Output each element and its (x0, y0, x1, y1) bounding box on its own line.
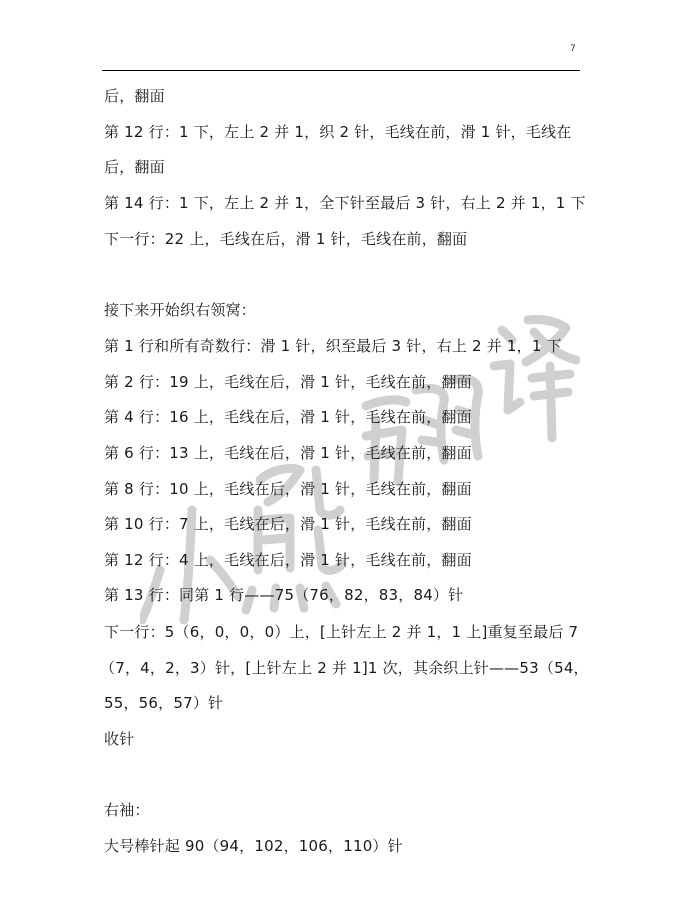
text-line: 第 8 行：10 上，毛线在后，滑 1 针，毛线在前，翻面 (104, 480, 472, 498)
text-line: 收针 (104, 730, 135, 748)
text-line: 第 14 行：1 下，左上 2 并 1，全下针至最后 3 针，右上 2 并 1，1 下 (104, 194, 586, 212)
text-line: 第 10 行：7 上，毛线在后，滑 1 针，毛线在前，翻面 (104, 515, 472, 533)
page-number: 7 (570, 44, 576, 54)
text-line: 第 12 行：4 上，毛线在后，滑 1 针，毛线在前，翻面 (104, 551, 472, 569)
text-line: （7，4，2，3）针，[上针左上 2 并 1]1 次，其余织上针——53（54， (100, 659, 589, 677)
text-line: 后，翻面 (104, 158, 165, 176)
text-line: 55，56，57）针 (104, 694, 224, 712)
text-line: 第 12 行：1 下，左上 2 并 1，织 2 针，毛线在前，滑 1 针，毛线在 (104, 123, 572, 141)
header-rule (102, 70, 580, 71)
text-line: 第 6 行：13 上，毛线在后，滑 1 针，毛线在前，翻面 (104, 444, 472, 462)
section-heading: 右袖： (104, 801, 150, 819)
text-line: 下一行：5（6，0，0，0）上，[上针左上 2 并 1，1 上]重复至最后 7 (104, 623, 579, 641)
text-line: 第 13 行：同第 1 行——75（76，82，83，84）针 (104, 586, 464, 604)
text-line: 第 2 行：19 上，毛线在后，滑 1 针，毛线在前，翻面 (104, 373, 472, 391)
text-line: 大号棒针起 90（94，102，106，110）针 (104, 837, 403, 855)
text-line: 后，翻面 (104, 87, 165, 105)
section-heading: 接下来开始织右领窝： (104, 301, 257, 319)
text-line: 下一行：22 上，毛线在后，滑 1 针，毛线在前，翻面 (104, 230, 468, 248)
text-line: 第 1 行和所有奇数行：滑 1 针，织至最后 3 针，右上 2 并 1，1 下 (104, 337, 562, 355)
text-line: 第 4 行：16 上，毛线在后，滑 1 针，毛线在前，翻面 (104, 408, 472, 426)
